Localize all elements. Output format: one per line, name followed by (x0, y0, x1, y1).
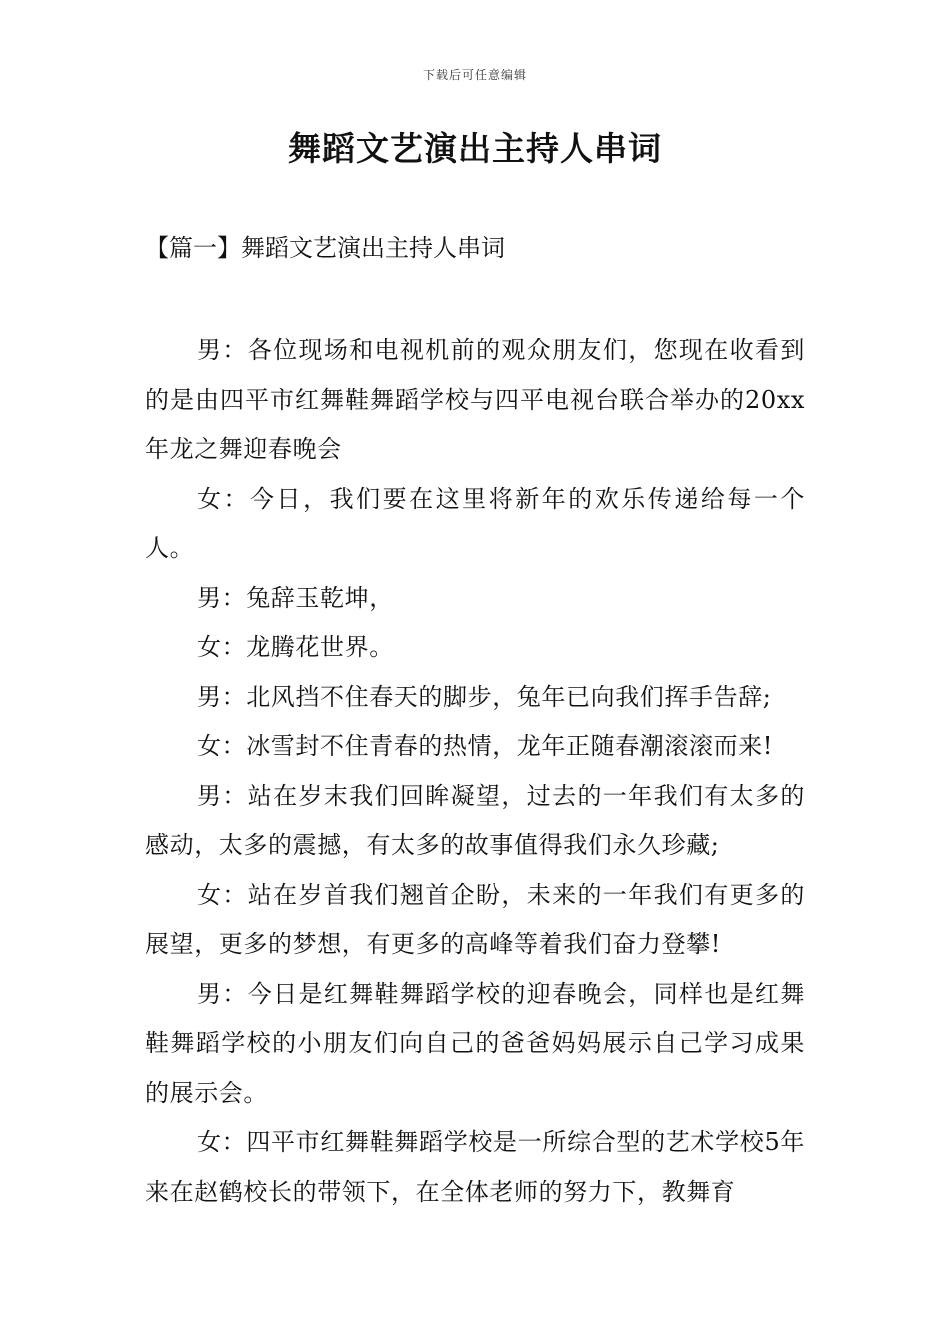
paragraph: 女：冰雪封不住青春的热情，龙年正随春潮滚滚而来! (197, 732, 774, 760)
document-title: 舞蹈文艺演出主持人串词 (288, 129, 662, 168)
paragraph: 男：今日是红舞鞋舞蹈学校的迎春晚会，同样也是红舞鞋舞蹈学校的小朋友们向自己的爸爸妈妈展示自己学习成果的展示会。 (145, 979, 805, 1107)
paragraph: 男：北风挡不住春天的脚步，兔年已向我们挥手告辞; (197, 682, 772, 711)
paragraph: 女：今日，我们要在这里将新年的欢乐传递给每一个人。 (145, 484, 805, 562)
section-heading: 【篇一】舞蹈文艺演出主持人串词 (145, 234, 505, 262)
body-text (145, 326, 805, 1217)
paragraph: 男：各位现场和电视机前的观众朋友们，您现在收看到的是由四平市红舞鞋舞蹈学校与四平电视台联合举办的20xx年龙之舞迎春晚会 (145, 336, 805, 463)
header-note: 下载后可任意编辑 (422, 68, 527, 82)
paragraph: 女：龙腾花世界。 (197, 633, 394, 661)
paragraph: 男：站在岁末我们回眸凝望，过去的一年我们有太多的感动，太多的震撼，有太多的故事值得我们永久珍藏; (145, 781, 805, 859)
paragraph: 女：站在岁首我们翘首企盼，未来的一年我们有更多的展望，更多的梦想，有更多的高峰等着我们奋力登攀! (145, 880, 805, 958)
paragraph: 男：兔辞玉乾坤， (197, 583, 394, 612)
paragraph: 女：四平市红舞鞋舞蹈学校是一所综合型的艺术学校5年来在赵鹤校长的带领下，在全体老师的努力下，教舞育 (145, 1128, 805, 1206)
